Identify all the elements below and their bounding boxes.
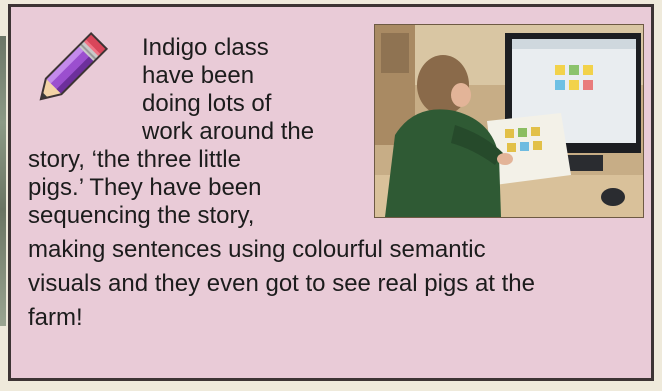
text-line: doing lots of — [142, 90, 272, 117]
text-line: Indigo class — [142, 34, 269, 61]
classroom-photo — [374, 24, 644, 218]
text-line: have been — [142, 62, 255, 89]
text-line: making sentences using colourful semantic — [28, 236, 486, 263]
text-line: work around the — [142, 118, 315, 145]
text-line: story, ‘the three little — [28, 146, 241, 173]
pencil-icon — [27, 23, 117, 113]
text-line: pigs.’ They have been — [28, 174, 262, 201]
adjacent-photo-edge — [0, 36, 6, 326]
class-news-card — [8, 4, 654, 381]
text-line: visuals and they even got to see real pigs at the — [28, 270, 535, 297]
text-line: sequencing the story, — [28, 202, 255, 229]
text-line: farm! — [28, 304, 83, 331]
